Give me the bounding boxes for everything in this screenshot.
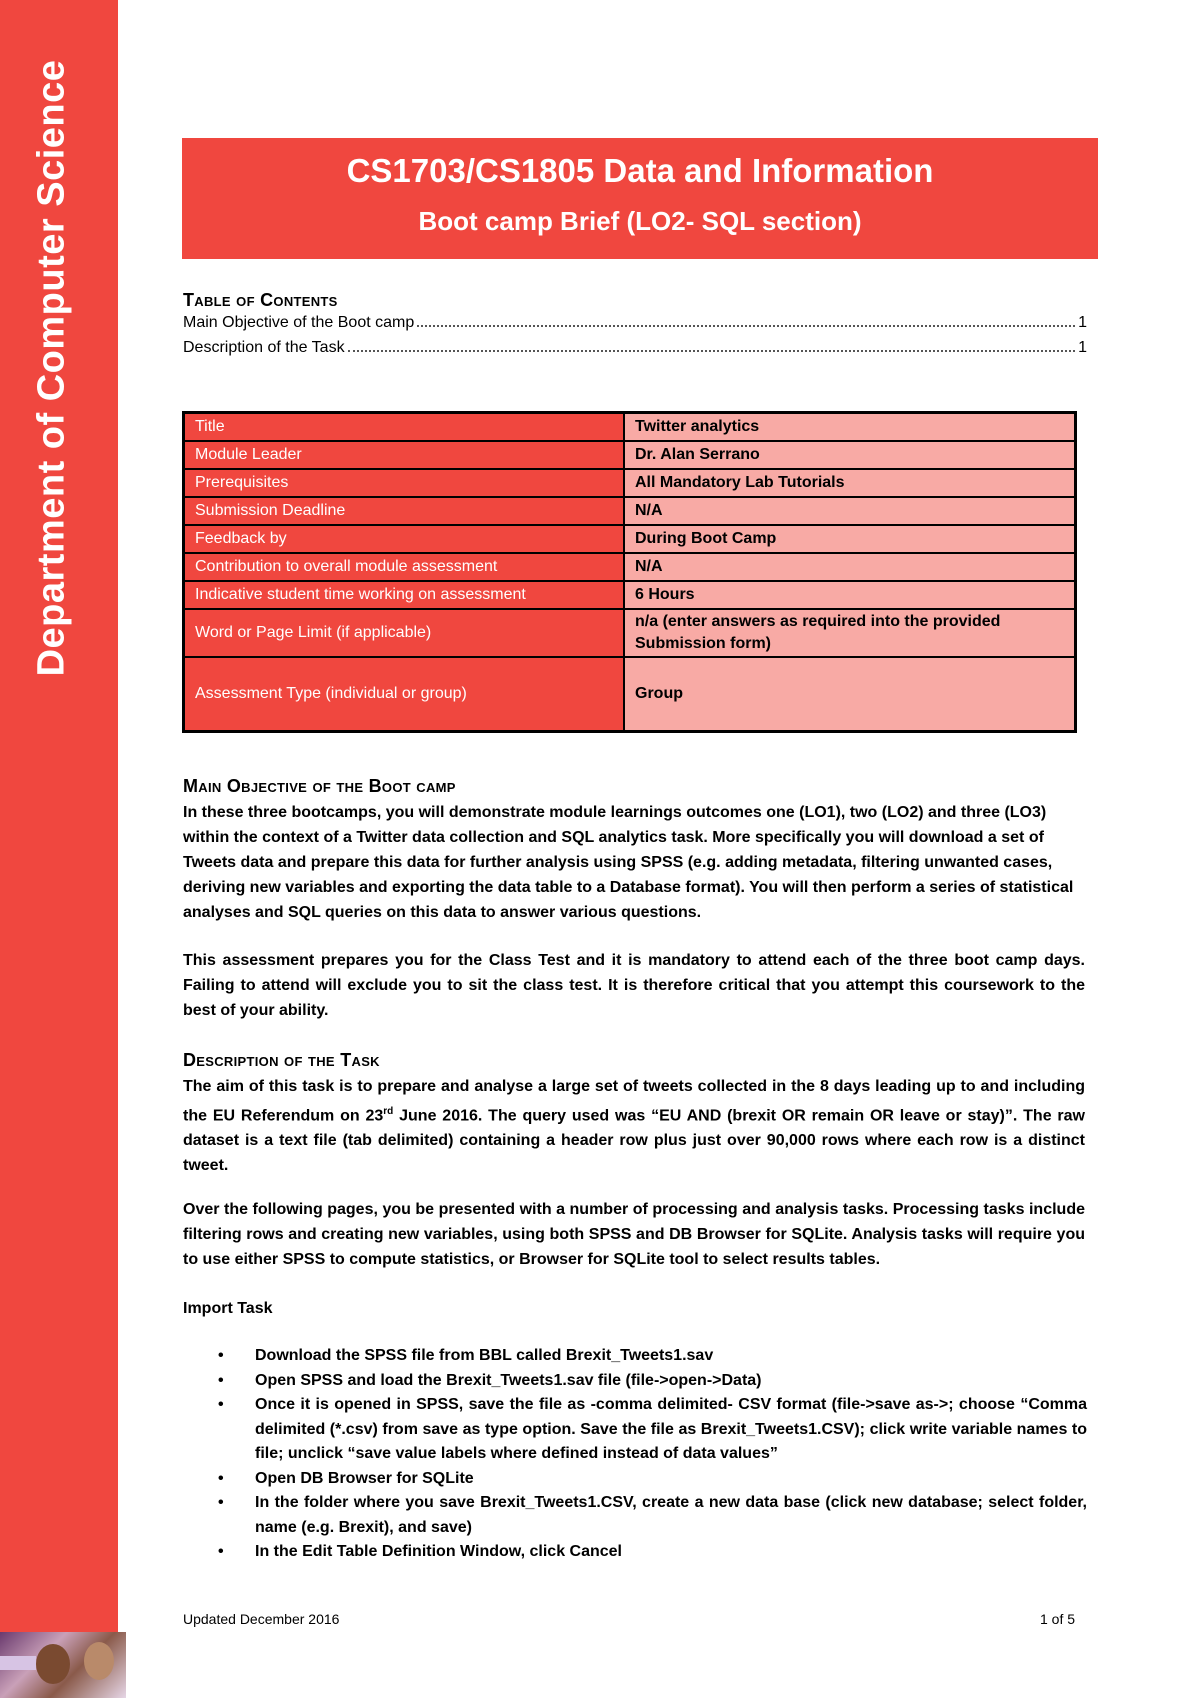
info-key: Submission Deadline [184, 497, 625, 525]
document-title: CS1703/CS1805 Data and Information [346, 152, 934, 189]
document-subtitle: Boot camp Brief (LO2- SQL section) [418, 206, 862, 236]
toc-heading: Table of Contents [183, 290, 338, 310]
main-objective-heading: Main Objective of the Boot camp [183, 776, 456, 796]
info-key: Assessment Type (individual or group) [184, 657, 625, 732]
table-row [184, 553, 1076, 581]
table-row [184, 581, 1076, 609]
info-key: Contribution to overall module assessment [184, 553, 625, 581]
toc-entry[interactable] [183, 339, 1087, 357]
title-banner [182, 138, 1098, 259]
info-key: Prerequisites [184, 469, 625, 497]
description-heading: Description of the Task [183, 1050, 380, 1070]
toc-entry-label: Main Objective of the Boot camp [183, 314, 415, 331]
assessment-info-table [182, 411, 1077, 733]
bullet-icon: • [218, 1543, 224, 1560]
list-item: • Download the SPSS file from BBL called Brexit_Tweets1.sav [183, 1344, 1087, 1369]
table-row [184, 469, 1076, 497]
list-item: • In the Edit Table Definition Window, click Cancel [183, 1540, 1087, 1565]
bullet-icon: • [218, 1494, 224, 1511]
bullet-icon: • [218, 1396, 224, 1413]
import-task-heading: Import Task [183, 1300, 273, 1317]
footer-page-number: 1 of 5 [1040, 1611, 1076, 1627]
list-item: • Open DB Browser for SQLite [183, 1467, 1087, 1492]
footer-updated: Updated December 2016 [183, 1611, 340, 1627]
description-paragraph-2: Over the following pages, you be presented with a number of processing and analysis tasks. Processing tasks include filtering rows and creating new variables, using both SPSS and DB Browser for SQLite. Analysis tasks will require you to use either SPSS to compute statistics, or Browser for SQLite tool to select results tables. [183, 1201, 1085, 1268]
description-paragraph: The aim of this task is to prepare and analyse a large set of tweets collected in the 8 days leading up to and including the EU Referendum on 23rd June 2016. The query used was “EU AND (brexit OR remain OR leave or stay)”. The raw dataset is a text file (tab delimited) containing a header row plus just over 90,000 rows where each row is a distinct tweet. [183, 1078, 1086, 1175]
table-row [184, 497, 1076, 525]
bullet-icon: • [218, 1469, 224, 1487]
info-value: Twitter analytics [624, 413, 1076, 442]
info-key: Title [184, 413, 625, 442]
table-row [184, 413, 1076, 442]
toc-entry-page: 1 [1078, 339, 1087, 356]
sidebar-department-label: Department of Computer Science [30, 59, 73, 677]
list-item: • Open SPSS and load the Brexit_Tweets1.sav file (file->open->Data) [183, 1369, 1087, 1394]
bullet-icon: • [218, 1371, 224, 1389]
toc-entry-label: Description of the Task [183, 339, 345, 356]
info-value: 6 Hours [624, 581, 1076, 609]
bullet-icon: • [218, 1347, 224, 1364]
info-key: Word or Page Limit (if applicable) [184, 609, 625, 657]
import-task-list [183, 1344, 1087, 1565]
info-value: N/A [624, 553, 1076, 581]
list-item: • In the folder where you save Brexit_Tweets1.CSV, create a new data base (click new database; select folder, name (e.g. Brexit), and save) [183, 1491, 1087, 1540]
info-value: n/a (enter answers as required into the provided Submission form) [624, 609, 1076, 657]
info-key: Module Leader [184, 441, 625, 469]
toc-entry[interactable] [183, 314, 1087, 332]
table-row [184, 525, 1076, 553]
info-value: All Mandatory Lab Tutorials [624, 469, 1076, 497]
sidebar-band [0, 0, 118, 1698]
info-key: Feedback by [184, 525, 625, 553]
main-objective-paragraph: In these three bootcamps, you will demonstrate module learnings outcomes one (LO1), two (LO2) and three (LO3) within the context of a Twitter data collection and SQL analytics task. More specifically you will download a set of Tweets data and prepare this data for further analysis using SPSS (e.g. adding metadata, filtering unwanted cases, deriving new variables and exporting the data table to a Database format). You will then perform a series of statistical analyses and SQL queries on this data to answer various questions. [183, 804, 1074, 921]
students-photo [0, 1632, 126, 1698]
main-objective-note: This assessment prepares you for the Class Test and it is mandatory to attend each of the three boot camp days. Failing to attend will exclude you to sit the class test. It is therefore critical that you attempt this coursework to the best of your ability. [183, 952, 1085, 1019]
info-value: During Boot Camp [624, 525, 1076, 553]
table-row [184, 609, 1076, 657]
list-item: • Once it is opened in SPSS, save the file as -comma delimited- CSV format (file->save as->; choose “Comma delimited (*.csv) from save as type option. Save the file as Brexit_Tweets1.CSV); click write variable names to file; unclick “save value labels where defined instead of data values” [183, 1393, 1087, 1467]
info-value: Group [624, 657, 1076, 732]
table-row [184, 441, 1076, 469]
info-value: Dr. Alan Serrano [624, 441, 1076, 469]
toc-entry-page: 1 [1078, 314, 1087, 331]
info-key: Indicative student time working on assessment [184, 581, 625, 609]
table-row [184, 657, 1076, 732]
info-value: N/A [624, 497, 1076, 525]
